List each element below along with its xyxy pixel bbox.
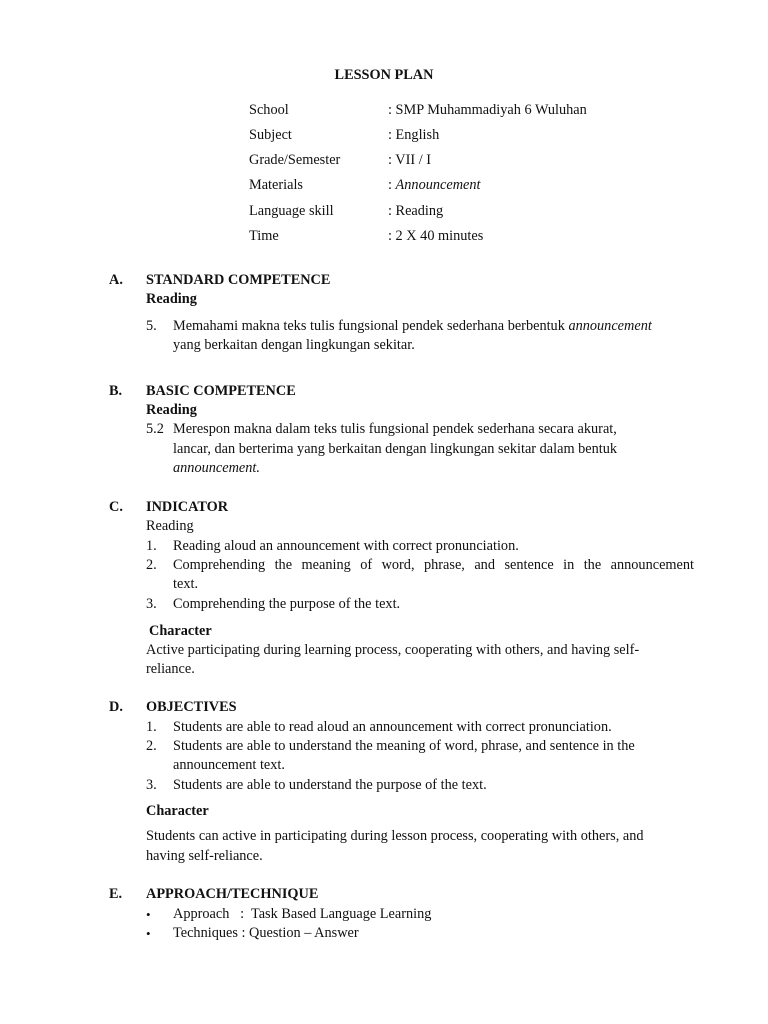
objective-item-text-continued: announcement text. [173,757,285,773]
section-d-character-line2: having self-reliance. [146,848,263,864]
section-a-subheading: Reading [146,291,197,307]
indicator-item-number: 2. [146,557,157,573]
section-c-letter: C. [109,499,123,515]
section-d-character-label: Character [146,803,209,819]
section-d-title: OBJECTIVES [146,699,237,715]
technique-item-text: Techniques : Question – Answer [173,925,359,941]
info-value-materials-prefix: : [388,177,396,193]
objective-item-number: 1. [146,719,157,735]
section-a-title: STANDARD COMPETENCE [146,272,331,288]
section-c-title: INDICATOR [146,499,229,515]
section-a-letter: A. [109,272,123,288]
indicator-item-number: 1. [146,538,157,554]
section-a-item-line1 [173,317,652,337]
indicator-item-text-continued: text. [173,576,199,592]
bullet-icon: • [146,907,151,922]
info-value-grade: : VII / I [388,152,432,168]
info-value-language-skill: : Reading [388,203,444,219]
info-label-materials: Materials [249,177,303,193]
section-d-character-line1: Students can active in participating during lesson process, cooperating with others, and [146,828,644,844]
section-c-character-label: Character [149,623,212,639]
section-b-subheading: Reading [146,402,197,418]
section-d-letter: D. [109,699,123,715]
info-value-materials [388,176,481,196]
section-b-item-line2: lancar, dan berterima yang berkaitan dengan lingkungan sekitar dalam bentuk [173,441,618,457]
section-c-subheading: Reading [146,518,194,534]
section-a-item-line1-italic: announcement [568,318,652,334]
info-label-subject: Subject [249,127,292,143]
info-label-school: School [249,102,289,118]
info-label-grade: Grade/Semester [249,152,341,168]
section-c-character-line1: Active participating during learning process, cooperating with others, and having self- [146,642,640,658]
objective-item-text: Students are able to understand the purpose of the text. [173,777,487,793]
page-title: LESSON PLAN [334,67,434,83]
objective-item-number: 3. [146,777,157,793]
objective-item-number: 2. [146,738,157,754]
objective-item-text: Students are able to read aloud an announcement with correct pronunciation. [173,719,612,735]
indicator-item-number: 3. [146,596,157,612]
section-b-item-line1: Merespon makna dalam teks tulis fungsional pendek sederhana secara akurat, [173,421,617,437]
section-c-character-line2: reliance. [146,661,195,677]
section-b-item-line3: announcement. [173,460,260,476]
section-e-title: APPROACH/TECHNIQUE [146,886,319,902]
section-a-item-number: 5. [146,318,157,334]
bullet-icon: • [146,926,151,941]
info-value-school: : SMP Muhammadiyah 6 Wuluhan [388,102,587,118]
info-value-time: : 2 X 40 minutes [388,228,484,244]
info-label-language-skill: Language skill [249,203,334,219]
section-e-letter: E. [109,886,123,902]
info-value-materials-italic: Announcement [395,177,481,193]
info-value-subject: : English [388,127,440,143]
section-a-item-line2: yang berkaitan dengan lingkungan sekitar. [173,337,415,353]
indicator-item-text: Comprehending the meaning of word, phrase, and sentence in the announcement [173,557,694,573]
info-label-time: Time [249,228,279,244]
objective-item-text: Students are able to understand the meaning of word, phrase, and sentence in the [173,738,635,754]
section-b-title: BASIC COMPETENCE [146,383,296,399]
section-b-item-number: 5.2 [146,421,164,437]
approach-item-text: Approach : Task Based Language Learning [173,906,432,922]
indicator-item-text: Comprehending the purpose of the text. [173,596,401,612]
indicator-item-text: Reading aloud an announcement with correct pronunciation. [173,538,519,554]
section-a-item-line1-text: Memahami makna teks tulis fungsional pendek sederhana berbentuk [173,318,569,334]
section-b-letter: B. [109,383,123,399]
